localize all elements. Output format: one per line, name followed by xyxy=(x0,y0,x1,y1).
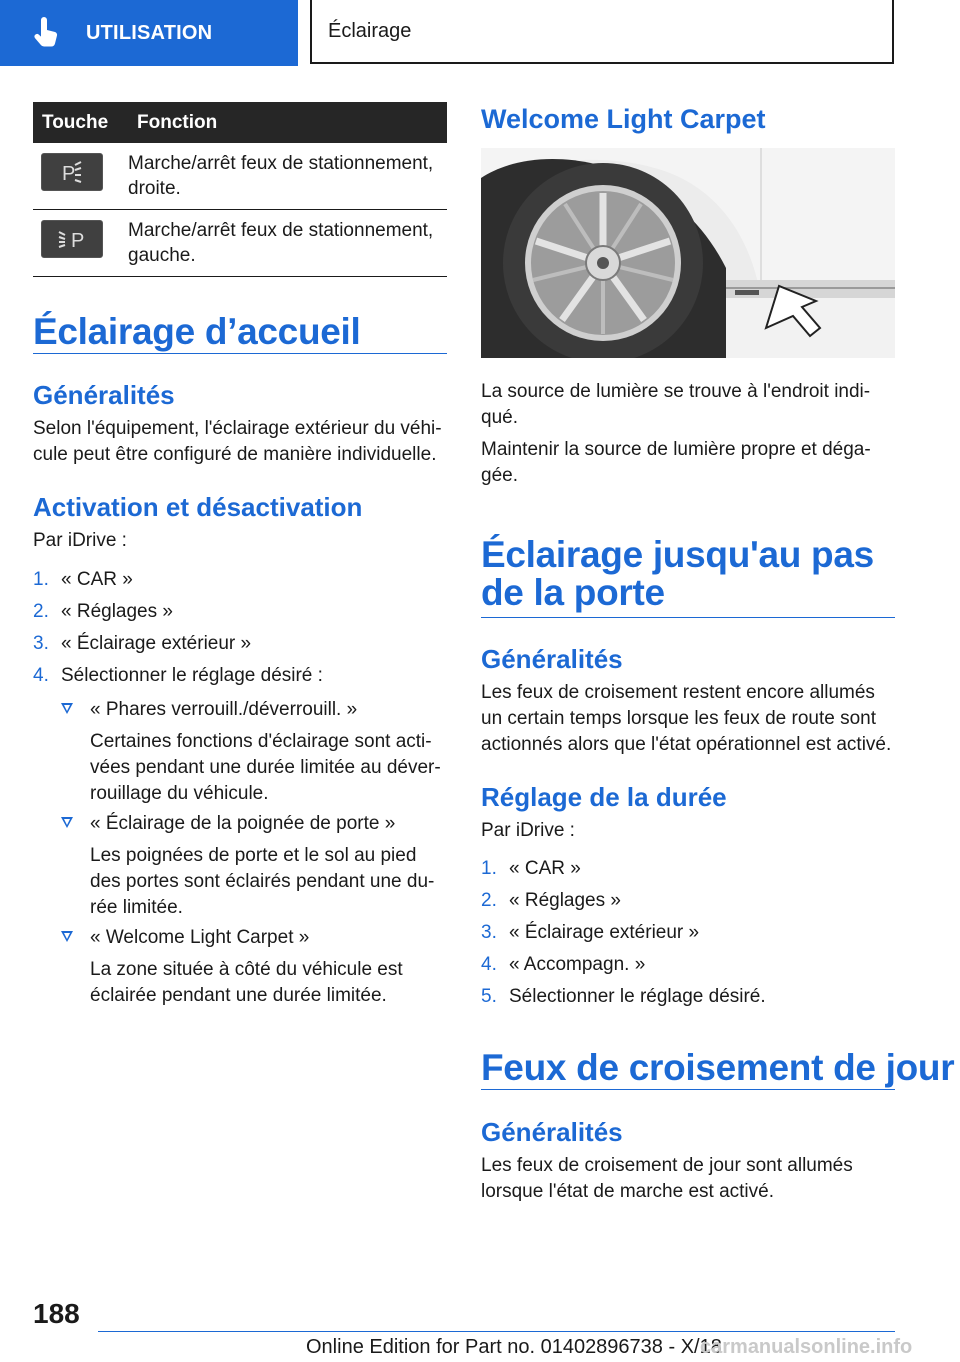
subsection-title-general: Généralités xyxy=(33,380,175,410)
option-item: « Phares verrouill./déverrouill. » Certaines fonctions d'éclairage sont acti-vées pendant une durée limitée au déver-rouillage du véhicule. xyxy=(33,697,447,807)
title-rule xyxy=(33,353,447,354)
current-chapter-label: Éclairage xyxy=(328,19,412,42)
list-item: 2. « Réglages » xyxy=(481,890,621,911)
subsection-title-carpet: Welcome Light Carpet xyxy=(481,104,766,134)
general-text: Selon l'équipement, l'éclairage extérieur du véhi-cule peut être configuré de manière individuelle. xyxy=(33,418,442,465)
list-item: 3. « Éclairage extérieur » xyxy=(481,922,700,943)
watermark: carmanualsonline.info xyxy=(700,1336,913,1358)
list-item: 1. « CAR » xyxy=(481,858,581,879)
table-header-function: Fonction xyxy=(128,102,447,143)
par-idrive-text: Par iDrive : xyxy=(481,820,575,841)
key-function-table xyxy=(33,102,447,277)
list-item: 4. Sélectionner le réglage désiré : xyxy=(33,665,323,686)
table-cell-function: Marche/arrêt feux de stationnement, droite. xyxy=(128,143,447,210)
current-chapter-tab[interactable] xyxy=(310,0,894,64)
daytime-lights-text: Les feux de croisement de jour sont allumés lorsque l'état de marche est activé. xyxy=(481,1155,853,1202)
par-idrive-text: Par iDrive : xyxy=(33,530,127,551)
list-item: 2. « Réglages » xyxy=(33,601,173,622)
section-tab-label: UTILISATION xyxy=(86,21,213,44)
page-number: 188 xyxy=(33,1298,80,1329)
bullet-triangle-icon xyxy=(61,931,73,942)
list-item: 3. « Éclairage extérieur » xyxy=(33,633,252,654)
table-row xyxy=(33,210,447,277)
table-header-key: Touche xyxy=(33,102,128,143)
bullet-triangle-icon xyxy=(61,703,73,714)
option-item: « Welcome Light Carpet » La zone située à côté du véhicule est éclairée pendant une durée limitée. xyxy=(33,925,447,1015)
activation-steps xyxy=(33,567,447,695)
door-light-text: Les feux de croisement restent encore allumés un certain temps lorsque les feux de route sont actionnés alors que l'état opérationnel est activé. xyxy=(481,682,892,755)
list-item: 4. « Accompagn. » xyxy=(481,954,646,975)
option-item: « Éclairage de la poignée de porte » Les poignées de porte et le sol au pied des portes sont éclairés pendant une du-rée limitée. xyxy=(33,811,447,921)
carpet-text-clean: Maintenir la source de lumière propre et déga-gée. xyxy=(481,439,871,486)
table-cell-function: Marche/arrêt feux de stationnement, gauche. xyxy=(128,210,447,277)
table-row xyxy=(33,143,447,210)
edition-text: Online Edition for Part no. 01402896738 - X/18 xyxy=(306,1336,722,1358)
subsection-title-general: Généralités xyxy=(481,1117,623,1147)
list-item: 1. « CAR » xyxy=(33,569,133,590)
list-item: 5. Sélectionner le réglage désiré. xyxy=(481,986,766,1007)
svg-text:P: P xyxy=(71,230,85,252)
bullet-triangle-icon xyxy=(61,817,73,828)
subsection-title-activation: Activation et désactivation xyxy=(33,492,363,522)
car-wheel-illustration xyxy=(481,148,895,358)
title-rule xyxy=(481,617,895,618)
carpet-text-location: La source de lumière se trouve à l'endroit indi-qué. xyxy=(481,381,871,428)
section-tab[interactable] xyxy=(0,0,298,66)
footer-rule xyxy=(98,1331,895,1332)
title-rule xyxy=(481,1089,895,1090)
subsection-title-duration: Réglage de la durée xyxy=(481,782,727,812)
parking-light-right-icon xyxy=(41,153,103,191)
section-title-welcome-light: Éclairage d’accueil xyxy=(33,311,361,352)
duration-steps xyxy=(481,856,895,1016)
parking-light-left-icon xyxy=(41,220,103,258)
section-title-daytime-lights: Feux de croisement de jour xyxy=(481,1047,955,1088)
hand-pointer-icon xyxy=(30,16,64,50)
page-header xyxy=(0,0,960,66)
svg-text:P: P xyxy=(62,163,76,185)
subsection-title-general: Généralités xyxy=(481,644,623,674)
section-title-door-light: Éclairage jusqu'au pas de la porte xyxy=(481,534,874,613)
